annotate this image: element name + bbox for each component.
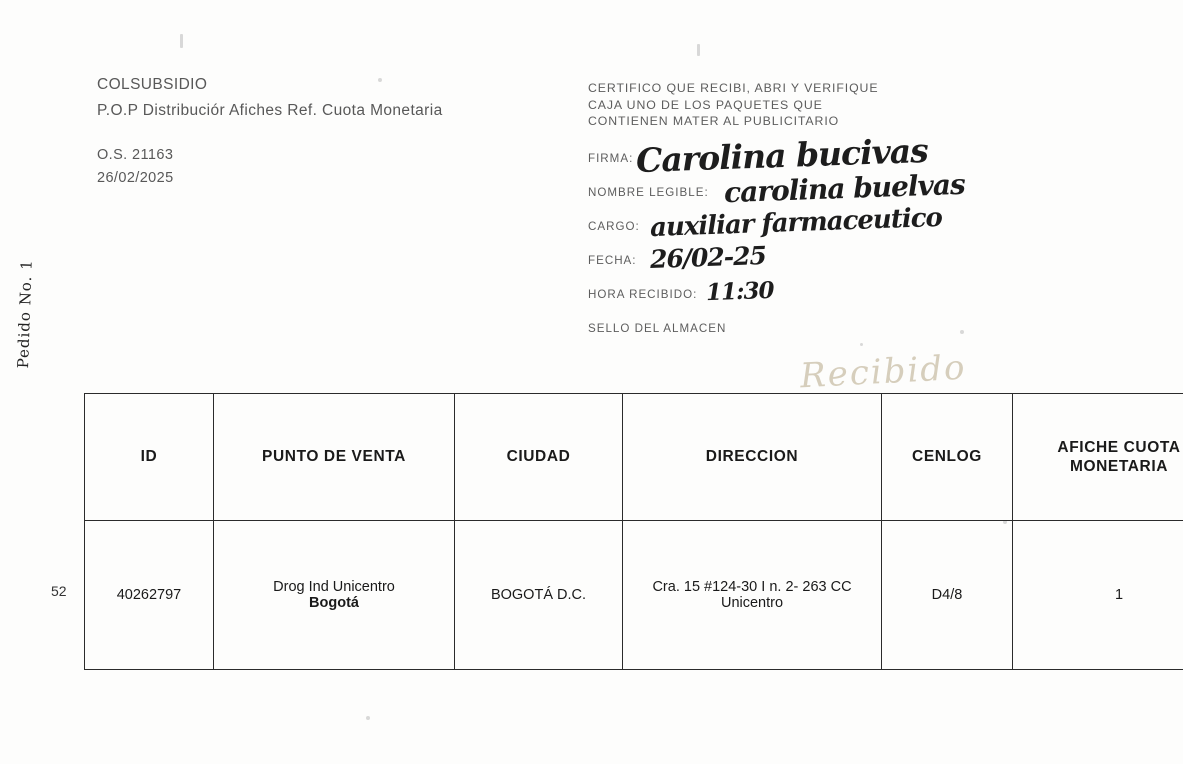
field-nombre-legible-label: NOMBRE LEGIBLE: [588, 185, 709, 199]
order-info [97, 144, 443, 190]
cell-id: 40262797 [85, 521, 214, 670]
field-firma-label: FIRMA: [588, 151, 634, 165]
field-nombre-legible-handwritten-value: carolina buelvas [723, 167, 966, 209]
received-stamp: Recibido [799, 347, 968, 397]
header-left-block [97, 72, 443, 190]
field-cargo [588, 202, 1148, 248]
cell-direccion-line-1: Cra. 15 #124-30 I n. 2- 263 CC [652, 579, 852, 595]
column-header-afiche-line-1: AFICHE CUOTA [1057, 439, 1181, 456]
field-hora-recibido-handwritten-value: 11:30 [705, 276, 774, 306]
field-cargo-label: CARGO: [588, 219, 640, 233]
cell-cenlog: D4/8 [882, 521, 1013, 670]
field-fecha-handwritten-value: 26/02-25 [649, 240, 767, 274]
cell-direccion-line-2: Unicentro [720, 595, 784, 611]
field-sello-almacen [588, 316, 1148, 350]
cell-punto-de-venta-line-1: Drog Ind Unicentro [273, 579, 395, 595]
field-firma-handwritten-value: Carolina bucivas [635, 130, 929, 180]
table-head [85, 394, 1183, 521]
field-fecha [588, 240, 1148, 282]
field-fecha-label: FECHA: [588, 253, 637, 267]
cell-punto-de-venta-line-2: Bogotá [309, 595, 359, 611]
cell-direccion [623, 521, 882, 670]
row-number-margin: 52 [51, 583, 67, 599]
cell-ciudad: BOGOTÁ D.C. [455, 521, 623, 670]
order-date: 26/02/2025 [97, 170, 174, 186]
column-header-punto-de-venta: PUNTO DE VENTA [214, 394, 455, 521]
order-number: O.S. 21163 [97, 147, 174, 163]
certification-statement-line-1: CERTIFICO QUE RECIBI, ABRI Y VERIFIQUE [588, 81, 879, 95]
column-header-id: ID [85, 394, 214, 521]
distribution-table [84, 393, 1183, 670]
scan-speck [180, 34, 183, 48]
certification-block [588, 80, 1148, 350]
column-header-cenlog: CENLOG [882, 394, 1013, 521]
scan-speck [697, 44, 700, 56]
table-header-row [85, 394, 1183, 521]
document-subject: P.O.P Distribuciór Afiches Ref. Cuota Monetaria [97, 102, 443, 119]
cell-afiche-cuota-monetaria: 1 [1013, 521, 1183, 670]
scan-speck [366, 716, 370, 720]
field-hora-recibido [588, 276, 1148, 316]
field-hora-recibido-label: HORA RECIBIDO: [588, 287, 698, 301]
column-header-direccion: DIRECCION [623, 394, 882, 521]
field-sello-almacen-label: SELLO DEL ALMACEN [588, 321, 727, 335]
table-row [85, 521, 1183, 670]
column-header-ciudad: CIUDAD [455, 394, 623, 521]
certification-statement [588, 80, 1148, 130]
field-cargo-handwritten-value: auxiliar farmaceutico [649, 202, 943, 243]
cell-punto-de-venta [214, 521, 455, 670]
column-header-afiche-line-2: MONETARIA [1069, 458, 1169, 475]
certification-statement-line-2: CAJA UNO DE LOS PAQUETES QUE [588, 97, 823, 112]
company-name: COLSUBSIDIO [97, 76, 208, 93]
column-header-afiche-cuota-monetaria [1013, 394, 1183, 521]
table-body [85, 521, 1183, 670]
margin-handwritten-note: Pedido No. 1 [14, 258, 36, 369]
distribution-table-wrapper [84, 393, 1181, 670]
certification-statement-line-3: CONTIENEN MATER AL PUBLICITARIO [588, 114, 840, 128]
